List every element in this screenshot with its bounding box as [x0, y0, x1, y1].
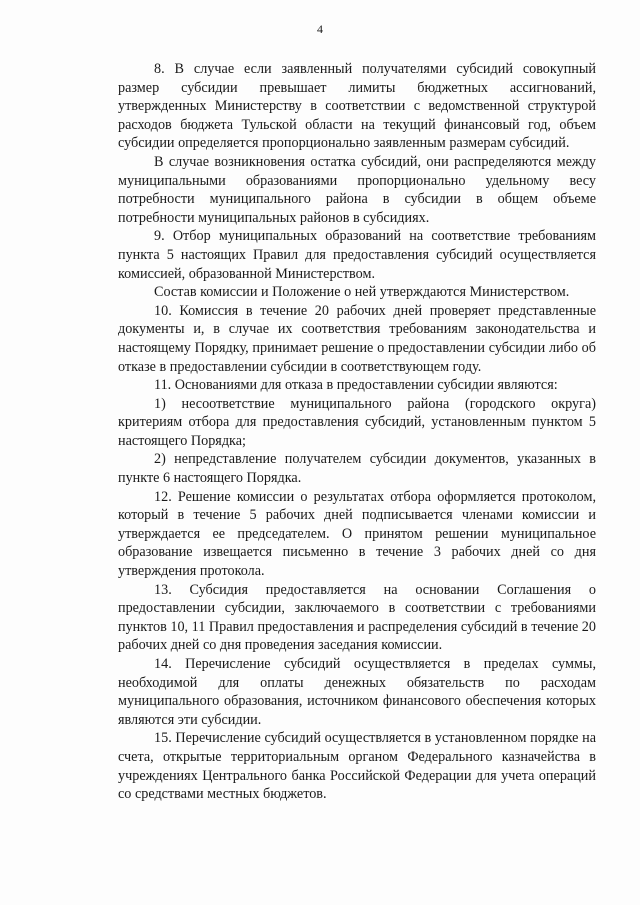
paragraph-12: 12. Решение комиссии о результатах отбора оформляется протоколом, который в течение 5 рабочих дней подписывается членами комиссии и утверждается ее председателем. О принятом решении муниципальное образование извещается письменно в течение 3 рабочих дней со дня утверждения протокола. [118, 488, 596, 580]
paragraph-8: 8. В случае если заявленный получателями субсидий совокупный размер субсидии превышает лимиты бюджетных ассигнований, утвержденных Министерству в соответствии с ведомственной структурой расходов бюджета Тульской области на текущий финансовый год, объем субсидии определяется пропорционально заявленным размерам субсидий. [118, 61, 596, 152]
paragraph-11: 11. Основаниями для отказа в предоставлении субсидии являются: [154, 377, 558, 394]
page-number: 4 [317, 22, 323, 36]
paragraph-15: 15. Перечисление субсидий осуществляется в установленном порядке на счета, открытые территориальным органом Федерального казначейства в учреждениях Центрального банка Российской Федерации для учета операций со средствами местных бюджетов. [118, 730, 596, 803]
paragraph-14: 14. Перечисление субсидий осуществляется в пределах суммы, необходимой для оплаты денежных обязательств по расходам муниципального образования, источником финансового обеспечения которых являются эти субсидии. [118, 656, 596, 728]
paragraph-11-item-2: 2) непредставление получателем субсидии документов, указанных в пункте 6 настоящего Порядка. [118, 451, 596, 487]
paragraph-9: 9. Отбор муниципальных образований на соответствие требованиям пункта 5 настоящих Правил для предоставления субсидий осуществляется комиссией, образованной Министерством. [118, 228, 596, 282]
paragraph-11-item-1: 1) несоответствие муниципального района (городского округа) критериям отбора для предоставления субсидий, установленным пунктом 5 настоящего Порядка; [118, 395, 596, 449]
paragraph-8-remainder: В случае возникновения остатка субсидий, они распределяются между муниципальными образованиями пропорционально удельному весу потребности муниципального района в субсидии в общем объеме потребности муниципальных районов в субсидиях. [118, 153, 596, 226]
paragraph-10: 10. Комиссия в течение 20 рабочих дней проверяет представленные документы и, в случае их соответствия требованиям законодательства и настоящему Порядку, принимает решение о предоставлении субсидии либо об отказе в предоставлении субсидии в соответствующем году. [118, 302, 596, 375]
document-body [118, 60, 596, 804]
paragraph-13: 13. Субсидия предоставляется на основании Соглашения о предоставлении субсидии, заключаемого в соответствии с требованиями пунктов 10, 11 Правил предоставления и распределения субсидий в течение 20 рабочих дней со дня проведения заседания комиссии. [118, 581, 596, 654]
paragraph-9-commission: Состав комиссии и Положение о ней утверждаются Министерством. [154, 284, 570, 301]
